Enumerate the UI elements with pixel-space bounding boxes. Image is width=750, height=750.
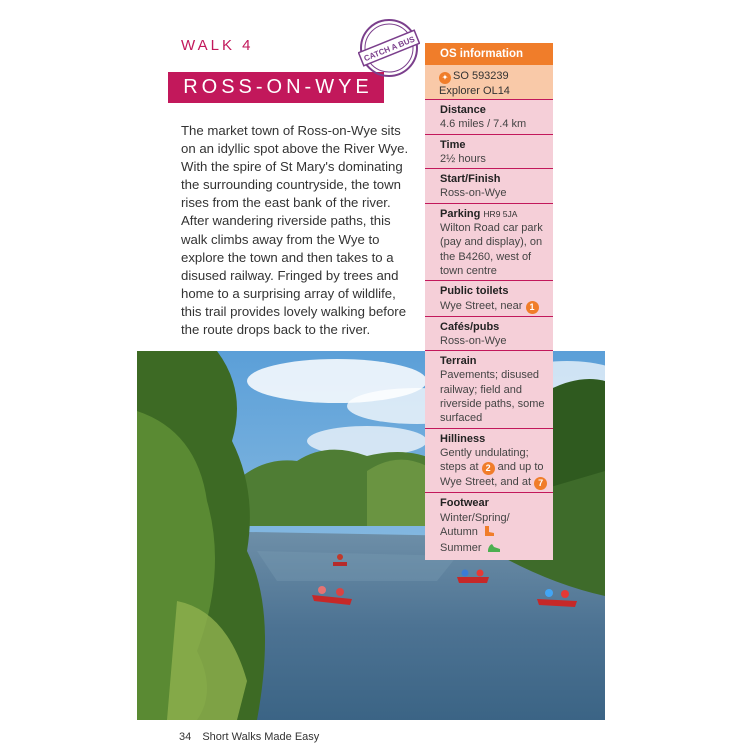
os-information-header: OS information — [425, 43, 553, 65]
time-value: 2½ hours — [440, 152, 486, 165]
start-finish-label: Start/Finish — [440, 173, 501, 186]
trainer-shoe-icon — [487, 541, 501, 557]
distance-section — [425, 99, 553, 134]
parking-section — [425, 203, 553, 280]
hiker-icon: ✦ — [439, 72, 451, 84]
public-toilets-label: Public toilets — [440, 285, 509, 298]
footwear-section — [425, 492, 553, 559]
distance-value: 4.6 miles / 7.4 km — [440, 118, 527, 131]
hilliness-label: Hilliness — [440, 432, 486, 445]
terrain-label: Terrain — [440, 355, 477, 368]
page-footer — [179, 731, 319, 743]
parking-label: Parking — [440, 207, 481, 220]
footwear-seasons-2: Autumn — [440, 525, 478, 538]
walk-info-panel — [425, 43, 553, 560]
cafes-pubs-section — [425, 316, 553, 351]
catch-a-bus-stamp-icon — [358, 17, 420, 79]
walk-title: ROSS-ON-WYE — [168, 72, 384, 103]
terrain-value: Pavements; disused railway; field and riverside paths, some surfaced — [440, 369, 545, 425]
intro-paragraph: The market town of Ross-on-Wye sits on an idyllic spot above the River Wye. With the spire of St Mary's dominating the surrounding countryside, the town rises from the east bank of the river. After wandering riverside paths, this walk climbs away from the Wye to explore the town and then takes to a disused railway. Fringed by trees and home to a surprising array of wildlife, this trail provides lovely walking before the route drops back to the river. — [181, 123, 409, 338]
footwear-seasons-1: Winter/Spring/ — [440, 511, 510, 524]
waypoint-badge-7: 7 — [534, 477, 547, 490]
walking-boot-icon — [483, 525, 495, 541]
start-finish-value: Ross-on-Wye — [440, 187, 507, 200]
book-title: Short Walks Made Easy — [202, 731, 320, 743]
parking-value: Wilton Road car park (pay and display), on the B4260, west of town centre — [440, 222, 543, 277]
footwear-seasons-3: Summer — [440, 542, 482, 555]
cafes-pubs-label: Cafés/pubs — [440, 320, 500, 333]
waypoint-badge-2: 2 — [482, 462, 495, 475]
distance-label: Distance — [440, 104, 486, 116]
waypoint-badge-1: 1 — [526, 301, 539, 314]
hilliness-text-2: and up to Wye Street, and at — [440, 461, 544, 489]
hilliness-section — [425, 428, 553, 493]
walk-number-label: WALK 4 — [181, 37, 254, 54]
hilliness-text-1: Gently undulating; steps at — [440, 446, 529, 474]
os-map-name: Explorer OL14 — [439, 85, 510, 97]
public-toilets-section — [425, 280, 553, 315]
time-section — [425, 134, 553, 169]
public-toilets-value: Wye Street, near — [440, 299, 523, 312]
time-label: Time — [440, 138, 466, 151]
stamp-text: CATCH A BUS — [362, 34, 417, 64]
page-number: 34 — [179, 731, 192, 743]
footwear-label: Footwear — [440, 497, 489, 510]
os-information-body — [425, 65, 553, 99]
os-grid-ref: SO 593239 — [453, 70, 509, 82]
parking-postcode: HR9 5JA — [483, 208, 518, 219]
cafes-pubs-value: Ross-on-Wye — [440, 334, 507, 347]
start-finish-section — [425, 168, 553, 203]
terrain-section — [425, 350, 553, 427]
